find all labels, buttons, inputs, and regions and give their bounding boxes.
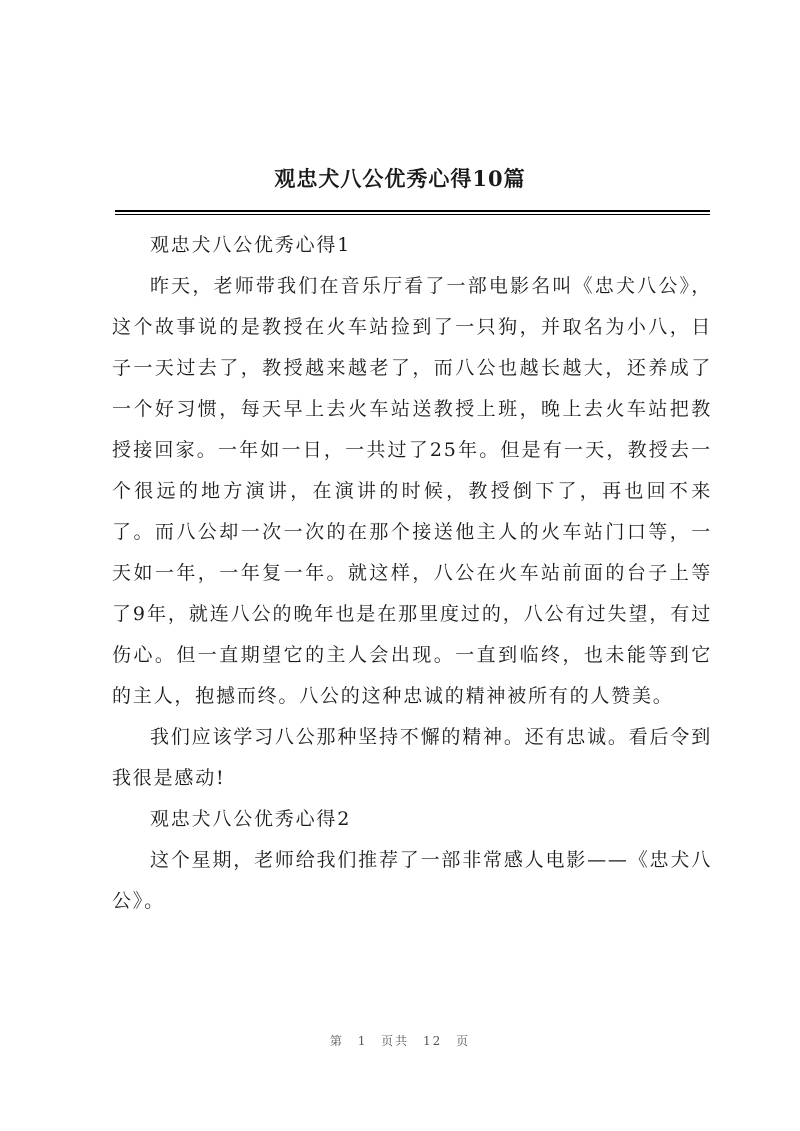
page-footer: [0, 1032, 800, 1049]
body-paragraph: 我们应该学习八公那种坚持不懈的精神。还有忠诚。看后令到我很是感动!: [112, 726, 712, 789]
document-title: 观忠犬八公优秀心得10篇: [274, 166, 526, 191]
section-heading: 观忠犬八公优秀心得2: [150, 808, 352, 830]
footer-total-pages: 12: [423, 1034, 443, 1048]
title-divider: [115, 210, 710, 215]
document-body: [112, 225, 712, 922]
footer-prefix: 第: [329, 1034, 344, 1048]
body-paragraph: 昨天，老师带我们在音乐厅看了一部电影名叫《忠犬八公》，这个故事说的是教授在火车站捡到了一只狗，并取名为小八，日子一天过去了，教授越来越老了，而八公也越长越大，还养成了一个好习惯，每天早上去火车站送教授上班，晚上去火车站把教授接回家。一年如一日，一共过了25年。但是有一天，教授去一个很远的地方演讲，在演讲的时候，教授倒下了，再也回不来了。而八公却一次一次的在那个接送他主人的火车站门口等，一天如一年，一年复一年。就这样，八公在火车站前面的台子上等了9年，就连八公的晚年也是在那里度过的，八公有过失望，有过伤心。但一直期望它的主人会出现。一直到临终，也未能等到它的主人，抱撼而终。八公的这种忠诚的精神被所有的人赞美。: [112, 275, 712, 707]
section-heading: 观忠犬八公优秀心得1: [150, 234, 352, 256]
footer-middle: 页共: [381, 1034, 410, 1048]
footer-page-number: 1: [357, 1034, 368, 1048]
body-paragraph: 这个星期，老师给我们推荐了一部非常感人电影——《忠犬八公》。: [112, 849, 712, 912]
footer-suffix: 页: [456, 1034, 471, 1048]
